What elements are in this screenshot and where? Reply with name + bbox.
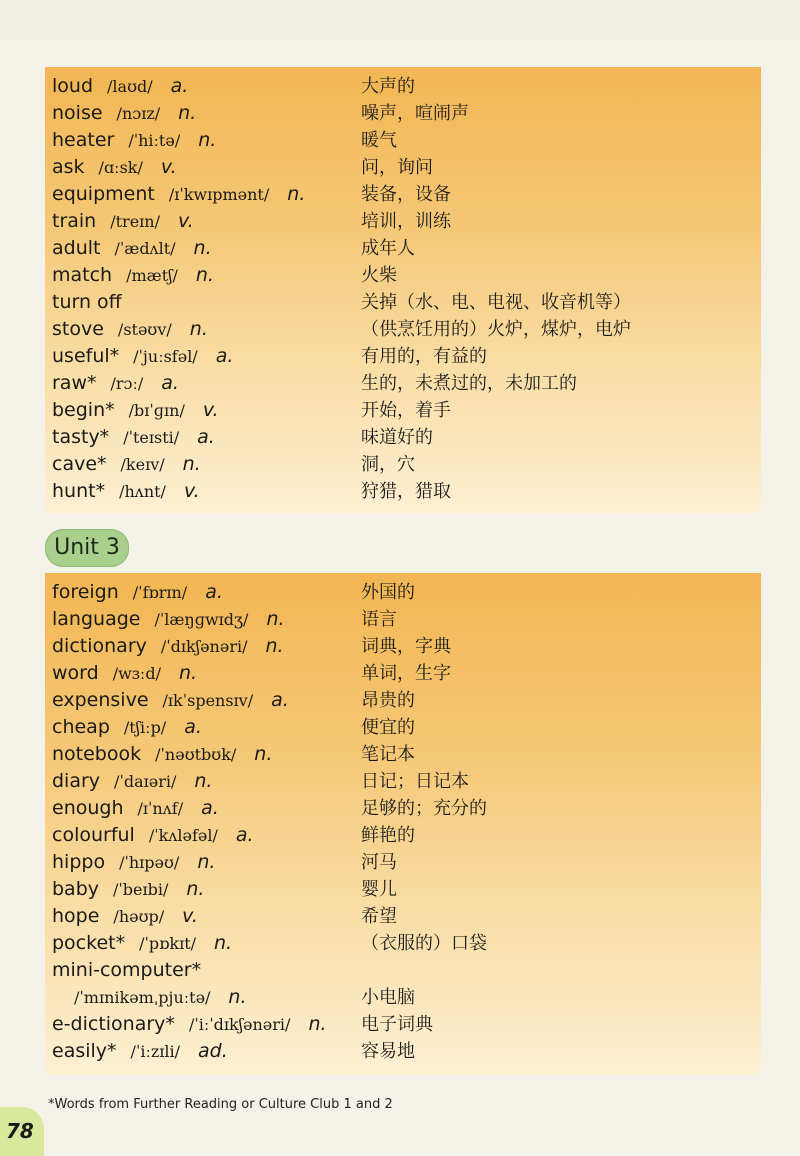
headword: heater: [52, 129, 115, 151]
vocab-row: [52, 687, 761, 714]
vocab-row: [52, 660, 761, 687]
phonetic: /ˈhɪpəʊ/: [119, 853, 180, 872]
part-of-speech: n.: [214, 932, 233, 954]
phonetic: /ˈiːˈdɪkʃənəri/: [188, 1015, 291, 1034]
phonetic: /hʌnt/: [119, 482, 166, 501]
headword: raw*: [52, 372, 97, 394]
vocab-entry: [74, 984, 247, 1011]
phonetic: /mætʃ/: [126, 266, 178, 285]
phonetic: /ˈædʌlt/: [114, 239, 176, 258]
definition: 开始，着手: [361, 400, 451, 421]
phonetic: /ˈdɪkʃənəri/: [160, 637, 248, 656]
headword: colourful: [52, 824, 135, 846]
headword: mini-computer*: [52, 959, 202, 981]
headword: easily*: [52, 1040, 117, 1062]
part-of-speech: a.: [215, 345, 234, 367]
part-of-speech: v.: [202, 399, 219, 421]
vocab-row: [52, 127, 761, 154]
headword: turn off: [52, 291, 122, 313]
vocab-entry: [52, 1038, 228, 1065]
headword: equipment: [52, 183, 155, 205]
vocab-entry: [52, 73, 188, 100]
definition: 鲜艳的: [361, 825, 415, 846]
vocab-entry: [52, 316, 208, 343]
vocab-entry: [52, 633, 284, 660]
vocab-entry: [52, 579, 223, 606]
unit-heading: Unit 3: [45, 529, 129, 567]
vocab-row: [52, 903, 761, 930]
headword: noise: [52, 102, 103, 124]
definition: （供烹饪用的）火炉，煤炉，电炉: [361, 319, 631, 340]
part-of-speech: a.: [197, 426, 215, 448]
vocab-row: [52, 451, 761, 478]
headword: loud: [52, 75, 94, 97]
part-of-speech: n.: [266, 608, 285, 630]
part-of-speech: n.: [198, 129, 217, 151]
vocab-list-unit3: [52, 579, 761, 1065]
definition: 昂贵的: [361, 690, 415, 711]
part-of-speech: a.: [170, 75, 189, 97]
vocab-row: [52, 768, 761, 795]
definition: 日记；日记本: [361, 771, 469, 792]
vocab-entry: [52, 876, 204, 903]
definition: （衣服的）口袋: [361, 933, 487, 954]
vocab-list-unit2: [52, 73, 761, 505]
vocab-entry: [52, 235, 212, 262]
headword: adult: [52, 237, 101, 259]
vocab-entry: [52, 660, 197, 687]
vocab-entry: [52, 154, 177, 181]
definition: 电子词典: [361, 1014, 433, 1035]
vocab-entry: [52, 849, 215, 876]
vocab-entry: [52, 451, 201, 478]
vocab-entry: [52, 424, 215, 451]
part-of-speech: a.: [235, 824, 254, 846]
phonetic: /bɪˈɡɪn/: [128, 401, 185, 420]
definition: 容易地: [361, 1041, 415, 1062]
vocab-row: [52, 957, 761, 984]
headword: cheap: [52, 716, 110, 738]
headword: e-dictionary*: [52, 1013, 175, 1035]
phonetic: /nɔɪz/: [116, 104, 161, 123]
vocab-entry: [52, 768, 212, 795]
vocab-row: [52, 235, 761, 262]
definition: 装备，设备: [361, 184, 451, 205]
phonetic: /ˈhiːtə/: [128, 131, 181, 150]
definition: 暖气: [361, 130, 397, 151]
part-of-speech: n.: [228, 986, 247, 1008]
vocab-row: [52, 343, 761, 370]
part-of-speech: n.: [308, 1013, 327, 1035]
vocab-entry: [52, 930, 232, 957]
part-of-speech: n.: [265, 635, 284, 657]
part-of-speech: n.: [178, 662, 198, 684]
definition: 培训，训练: [361, 211, 451, 232]
vocab-entry: [52, 687, 289, 714]
definition: 噪声，喧闹声: [361, 103, 469, 124]
vocab-entry: [52, 262, 214, 289]
part-of-speech: n.: [182, 453, 201, 475]
vocab-entry: [52, 714, 202, 741]
definition: 小电脑: [361, 987, 415, 1008]
part-of-speech: n.: [178, 102, 197, 124]
phonetic: /ˈiːzɪli/: [130, 1042, 181, 1061]
definition: 单词，生字: [361, 663, 451, 684]
vocab-row: [52, 181, 761, 208]
vocab-row: [52, 208, 761, 235]
phonetic: /ˈbeɪbi/: [113, 880, 169, 899]
vocab-entry: [52, 289, 154, 316]
definition: 味道好的: [361, 427, 433, 448]
phonetic: /ɪˈnʌf/: [137, 799, 184, 818]
phonetic: /ˈpɒkɪt/: [139, 934, 197, 953]
part-of-speech: v.: [182, 905, 198, 927]
vocab-row: [52, 397, 761, 424]
vocab-entry: [52, 822, 254, 849]
phonetic: /wɜːd/: [112, 664, 161, 683]
phonetic: /ˈmɪnikəmˌpjuːtə/: [74, 988, 211, 1007]
vocab-row: [52, 370, 761, 397]
vocab-entry: [52, 1011, 327, 1038]
headword: ask: [52, 156, 85, 178]
phonetic: /ˈfɒrɪn/: [132, 583, 188, 602]
headword: foreign: [52, 581, 119, 603]
part-of-speech: n.: [195, 264, 214, 286]
headword: language: [52, 608, 141, 630]
headword: baby: [52, 878, 100, 900]
vocab-entry: [52, 343, 233, 370]
vocab-row: [52, 822, 761, 849]
vocab-entry: [52, 795, 219, 822]
vocab-entry: [52, 127, 216, 154]
vocab-entry: [52, 181, 305, 208]
headword: dictionary: [52, 635, 147, 657]
phonetic: /laʊd/: [107, 77, 153, 96]
part-of-speech: n.: [193, 237, 212, 259]
headword: pocket*: [52, 932, 126, 954]
phonetic: /ˈjuːsfəl/: [133, 347, 198, 366]
definition: 火柴: [361, 265, 397, 286]
definition: 希望: [361, 906, 397, 927]
phonetic: /ɑːsk/: [98, 158, 143, 177]
vocab-row: [52, 606, 761, 633]
headword: diary: [52, 770, 101, 792]
phonetic: /tʃiːp/: [123, 718, 167, 737]
part-of-speech: ad.: [198, 1040, 228, 1062]
definition: 河马: [361, 852, 397, 873]
phonetic: /ˈlæŋɡwɪdʒ/: [154, 610, 249, 629]
definition: 成年人: [361, 238, 415, 259]
vocab-panel-unit3: [45, 573, 761, 1075]
vocab-row: [52, 262, 761, 289]
definition: 生的，未煮过的，未加工的: [361, 373, 577, 394]
headword: hippo: [52, 851, 106, 873]
phonetic: /ˈnəʊtbʊk/: [155, 745, 237, 764]
headword: train: [52, 210, 97, 232]
vocab-row: [52, 1011, 761, 1038]
part-of-speech: a.: [205, 581, 223, 603]
headword: stove: [52, 318, 104, 340]
headword: enough: [52, 797, 124, 819]
headword: expensive: [52, 689, 149, 711]
part-of-speech: v.: [160, 156, 177, 178]
phonetic: /ɪkˈspensɪv/: [162, 691, 254, 710]
headword: begin*: [52, 399, 115, 421]
vocab-row: [52, 424, 761, 451]
part-of-speech: n.: [194, 770, 213, 792]
phonetic: /ˈteɪsti/: [123, 428, 180, 447]
vocab-panel-unit2: [45, 67, 761, 513]
phonetic: /treɪn/: [110, 212, 160, 231]
part-of-speech: n.: [287, 183, 306, 205]
definition: 语言: [361, 609, 397, 630]
vocab-row: [52, 289, 761, 316]
definition: 问，询问: [361, 157, 433, 178]
vocab-entry: [52, 903, 198, 930]
vocab-entry: [52, 397, 219, 424]
part-of-speech: a.: [271, 689, 289, 711]
vocab-row: [52, 876, 761, 903]
headword: useful*: [52, 345, 120, 367]
definition: 有用的，有益的: [361, 346, 487, 367]
vocab-row: [52, 714, 761, 741]
definition: 便宜的: [361, 717, 415, 738]
vocab-row: [52, 633, 761, 660]
headword: cave*: [52, 453, 107, 475]
part-of-speech: v.: [183, 480, 200, 502]
definition: 足够的；充分的: [361, 798, 487, 819]
headword: word: [52, 662, 99, 684]
vocab-row: [52, 316, 761, 343]
vocab-entry: [52, 606, 285, 633]
definition: 大声的: [361, 76, 415, 97]
vocab-row: [52, 478, 761, 505]
part-of-speech: a.: [184, 716, 202, 738]
definition: 洞，穴: [361, 454, 415, 475]
part-of-speech: n.: [189, 318, 208, 340]
vocab-entry: [52, 208, 194, 235]
headword: match: [52, 264, 113, 286]
vocab-entry: [52, 100, 196, 127]
phonetic: /ˈkʌləfəl/: [148, 826, 218, 845]
part-of-speech: n.: [254, 743, 273, 765]
phonetic: /ɪˈkwɪpmənt/: [168, 185, 270, 204]
definition: 笔记本: [361, 744, 415, 765]
phonetic: /ˈdaɪəri/: [114, 772, 177, 791]
footnote: *Words from Further Reading or Culture Club 1 and 2: [48, 1097, 393, 1112]
vocab-row: [52, 579, 761, 606]
vocab-row: [52, 154, 761, 181]
page-top-margin: [0, 0, 800, 40]
headword: hope: [52, 905, 100, 927]
vocab-row: [52, 795, 761, 822]
vocab-entry: [52, 741, 272, 768]
part-of-speech: a.: [161, 372, 179, 394]
headword: notebook: [52, 743, 142, 765]
definition: 外国的: [361, 582, 415, 603]
phonetic: /rɔː/: [110, 374, 144, 393]
vocab-row: [52, 984, 761, 1011]
part-of-speech: n.: [186, 878, 205, 900]
vocab-row: [52, 100, 761, 127]
vocab-row: [52, 849, 761, 876]
vocab-row: [52, 1038, 761, 1065]
vocab-entry: [52, 370, 179, 397]
definition: 婴儿: [361, 879, 397, 900]
headword: tasty*: [52, 426, 110, 448]
definition: 词典，字典: [361, 636, 451, 657]
definition: 狩猎，猎取: [361, 481, 451, 502]
part-of-speech: v.: [177, 210, 194, 232]
vocab-row: [52, 741, 761, 768]
definition: 关掉（水、电、电视、收音机等）: [361, 292, 631, 313]
vocab-row: [52, 930, 761, 957]
vocab-entry: [52, 478, 200, 505]
phonetic: /keɪv/: [120, 455, 165, 474]
phonetic: /stəʊv/: [117, 320, 172, 339]
headword: hunt*: [52, 480, 106, 502]
vocab-row: [52, 73, 761, 100]
part-of-speech: n.: [197, 851, 216, 873]
vocab-entry: [52, 957, 233, 984]
page-number: 78: [6, 1119, 34, 1143]
phonetic: /həʊp/: [113, 907, 165, 926]
part-of-speech: a.: [201, 797, 219, 819]
